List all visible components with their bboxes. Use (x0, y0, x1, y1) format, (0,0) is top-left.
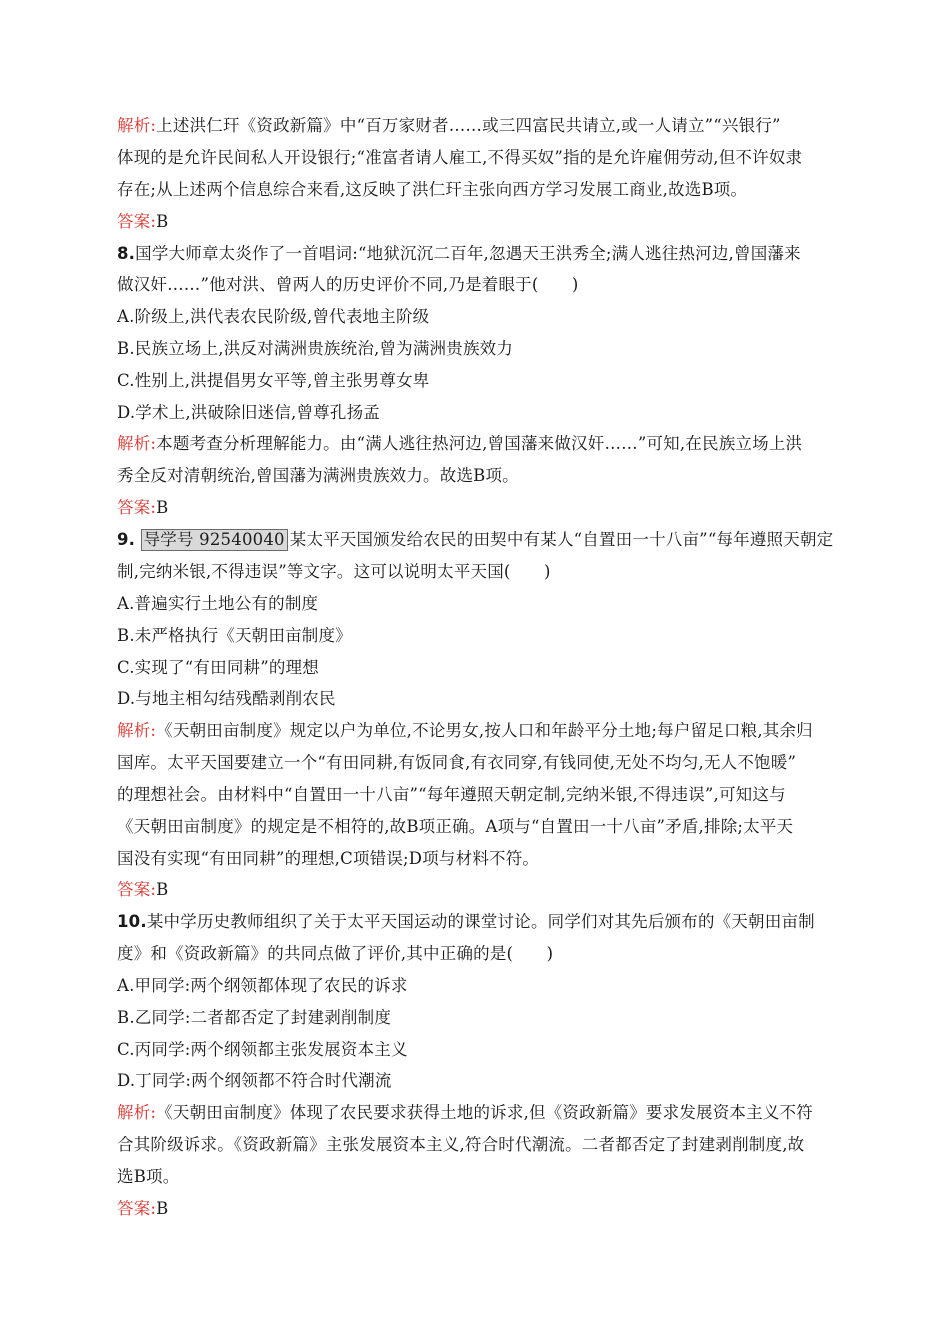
line-text: 国没有实现“有田同耕”的理想,C项错误;D项与材料不符。 (117, 849, 540, 868)
option-d (117, 1070, 392, 1092)
option-text: C.性别上,洪提倡男女平等,曾主张男尊女卑 (117, 371, 430, 390)
text-line (117, 816, 793, 838)
option-text: A.阶级上,洪代表农民阶级,曾代表地主阶级 (117, 307, 430, 326)
answer-line (117, 1198, 169, 1220)
line-text: 存在;从上述两个信息综合来看,这反映了洪仁玕主张向西方学习发展工商业,故选B项。 (117, 180, 748, 199)
line-text: 度》和《资政新篇》的共同点做了评价,其中正确的是( ) (117, 944, 554, 963)
answer-value: B (156, 1199, 169, 1218)
option-d (117, 688, 336, 710)
option-b (117, 338, 513, 360)
option-b (117, 1007, 391, 1029)
line-text: 国学大师章太炎作了一首唱词:“地狱沉沉二百年,忽遇天王洪秀全;满人逃往热河边,曾国藩来 (135, 244, 801, 263)
question-line (117, 243, 801, 265)
line-text: 上述洪仁玕《资政新篇》中“百万家财者……或三四富民共请立,或一人请立”“兴银行” (156, 116, 781, 135)
answer-line (117, 497, 169, 519)
question-number: 9. (117, 530, 136, 549)
analysis-line (117, 1102, 813, 1124)
line-text: 合其阶级诉求。《资政新篇》主张发展资本主义,符合时代潮流。二者都否定了封建剥削制度,故 (117, 1135, 805, 1154)
option-text: C.实现了“有田同耕”的理想 (117, 658, 319, 677)
option-text: D.丁同学:两个纲领都不符合时代潮流 (117, 1071, 392, 1090)
analysis-label: 解析: (117, 1103, 157, 1122)
option-text: B.乙同学:二者都否定了封建剥削制度 (117, 1008, 392, 1027)
answer-label: 答案: (117, 498, 157, 517)
option-text: C.丙同学:两个纲领都主张发展资本主义 (117, 1040, 408, 1059)
option-a (117, 975, 408, 997)
text-line (117, 784, 786, 806)
line-text: 制,完纳米银,不得违误”等文字。这可以说明太平天国( ) (117, 562, 551, 581)
text-line (117, 943, 553, 965)
analysis-label: 解析: (117, 116, 157, 135)
option-text: A.普遍实行土地公有的制度 (117, 594, 319, 613)
line-text: 体现的是允许民间私人开设银行;“准富者请人雇工,不得买奴”指的是允许雇佣劳动,但不许奴隶 (117, 148, 803, 167)
option-c (117, 370, 429, 392)
answer-label: 答案: (117, 1199, 157, 1218)
option-a (117, 306, 429, 328)
option-c (117, 1039, 408, 1061)
option-d (117, 402, 380, 424)
analysis-line (117, 433, 802, 455)
text-line (117, 465, 519, 487)
analysis-label: 解析: (117, 721, 157, 740)
analysis-label: 解析: (117, 434, 157, 453)
option-b (117, 625, 352, 647)
line-text: 做汉奸……”他对洪、曾两人的历史评价不同,乃是着眼于( ) (117, 275, 579, 294)
analysis-line (117, 115, 781, 137)
question-line (117, 529, 833, 551)
line-text: 《天朝田亩制度》的规定是不相符的,故B项正确。A项与“自置田一十八亩”矛盾,排除;太平天 (117, 817, 794, 836)
analysis-line (117, 720, 813, 742)
line-text: 本题考查分析理解能力。由“满人逃往热河边,曾国藩来做汉奸……”可知,在民族立场上洪 (156, 434, 803, 453)
guide-number-tag[interactable]: 导学号 92540040 (141, 529, 288, 551)
answer-line (117, 211, 169, 233)
question-line (117, 911, 815, 933)
answer-label: 答案: (117, 212, 157, 231)
question-number: 8. (117, 244, 136, 263)
text-line (117, 1134, 804, 1156)
line-text: 某太平天国颁发给农民的田契中有某人“自置田一十八亩”“每年遵照天朝定 (289, 530, 834, 549)
question-number: 10. (117, 912, 147, 931)
line-text: 的理想社会。由材料中“自置田一十八亩”“每年遵照天朝定制,完纳米银,不得违误”,可知这与 (117, 785, 786, 804)
option-text: A.甲同学:两个纲领都体现了农民的诉求 (117, 976, 408, 995)
text-line (117, 1166, 179, 1188)
option-text: B.民族立场上,洪反对满洲贵族统治,曾为满洲贵族效力 (117, 339, 514, 358)
option-text: B.未严格执行《天朝田亩制度》 (117, 626, 352, 645)
text-line (117, 147, 802, 169)
text-line (117, 752, 796, 774)
text-line (117, 561, 551, 583)
option-a (117, 593, 318, 615)
option-text: D.学术上,洪破除旧迷信,曾尊孔扬孟 (117, 403, 380, 422)
option-text: D.与地主相勾结残酷剥削农民 (117, 689, 336, 708)
line-text: 选B项。 (117, 1167, 180, 1186)
answer-label: 答案: (117, 880, 157, 899)
answer-value: B (156, 880, 169, 899)
answer-value: B (156, 212, 169, 231)
line-text: 《天朝田亩制度》规定以户为单位,不论男女,按人口和年龄平分土地;每户留足口粮,其余归 (156, 721, 813, 740)
option-c (117, 657, 319, 679)
answer-line (117, 879, 169, 901)
answer-value: B (156, 498, 169, 517)
line-text: 某中学历史教师组织了关于太平天国运动的课堂讨论。同学们对其先后颁布的《天朝田亩制 (146, 912, 815, 931)
line-text: 秀全反对清朝统治,曾国藩为满洲贵族效力。故选B项。 (117, 466, 519, 485)
line-text: 国库。太平天国要建立一个“有田同耕,有饭同食,有衣同穿,有钱同使,无处不均匀,无人不饱暖” (117, 753, 797, 772)
text-line (117, 848, 539, 870)
line-text: 《天朝田亩制度》体现了农民要求获得土地的诉求,但《资政新篇》要求发展资本主义不符 (156, 1103, 813, 1122)
text-line (117, 274, 579, 296)
text-line (117, 179, 747, 201)
